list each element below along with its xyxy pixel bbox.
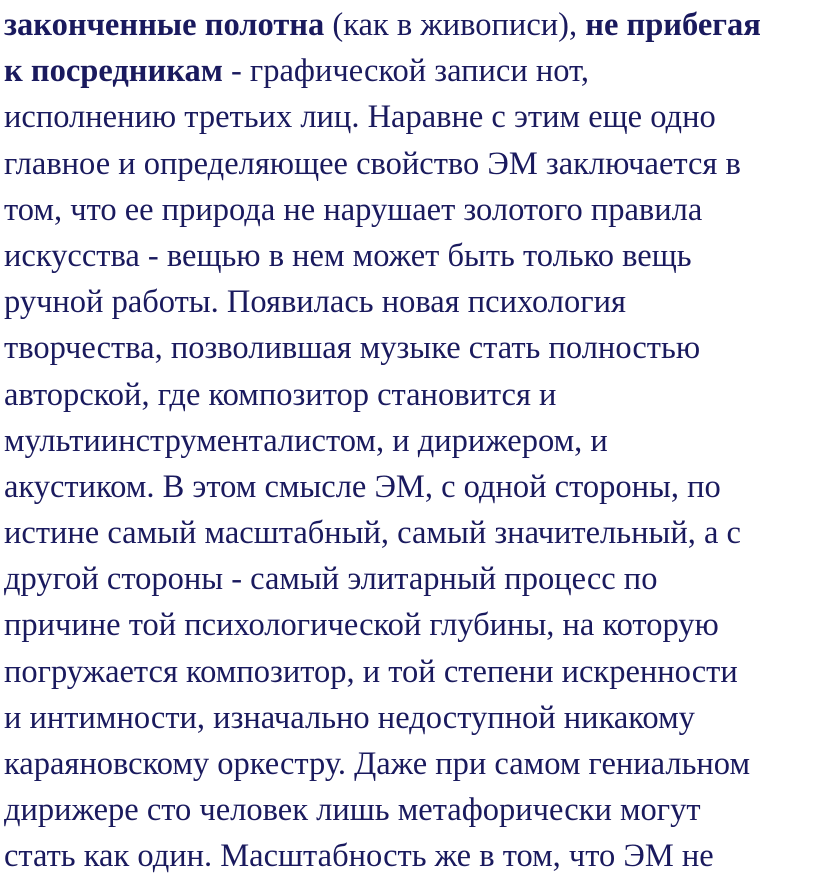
text-segment: авторской, где композитор становится и bbox=[4, 376, 557, 413]
text-segment: - графической записи нот, bbox=[222, 53, 589, 90]
text-segment: (как в живописи), bbox=[324, 7, 586, 43]
text-line bbox=[4, 510, 816, 556]
text-line bbox=[4, 48, 816, 94]
text-line bbox=[4, 94, 816, 140]
text-segment: ручной работы. Появилась новая психология bbox=[4, 284, 626, 321]
text-line bbox=[4, 418, 816, 464]
text-line bbox=[4, 556, 816, 602]
text-segment: дирижере сто человек лишь метафорически могут bbox=[4, 792, 701, 829]
text-segment: и интимности, изначально недоступной никакому bbox=[4, 699, 695, 736]
text-line bbox=[4, 649, 816, 695]
text-line bbox=[4, 141, 816, 187]
text-segment: мультиинструменталистом, и дирижером, и bbox=[4, 422, 608, 459]
text-line bbox=[4, 325, 816, 371]
text-line bbox=[4, 464, 816, 510]
text-line bbox=[4, 695, 816, 741]
document-body bbox=[4, 0, 816, 880]
text-segment: причине той психологической глубины, на которую bbox=[4, 607, 719, 644]
text-line bbox=[4, 372, 816, 418]
bold-text-segment: не прибегая bbox=[585, 7, 761, 43]
text-line bbox=[4, 833, 816, 879]
text-segment: стать как один. Масштабность же в том, что ЭМ не bbox=[4, 838, 714, 875]
text-segment: том, что ее природа не нарушает золотого правила bbox=[4, 191, 703, 228]
text-segment: искусства - вещью в нем может быть только вещь bbox=[4, 237, 692, 274]
text-line bbox=[4, 2, 816, 48]
text-line bbox=[4, 602, 816, 648]
text-segment: исполнению третьих лиц. Наравне с этим еще одно bbox=[4, 99, 716, 136]
text-line bbox=[4, 787, 816, 833]
text-segment: караяновскому оркестру. Даже при самом гениальном bbox=[4, 746, 751, 782]
text-line bbox=[4, 187, 816, 233]
bold-text-segment: к посредникам bbox=[4, 53, 223, 90]
text-segment: другой стороны - самый элитарный процесс по bbox=[4, 561, 658, 598]
text-segment: акустиком. В этом смысле ЭМ, с одной стороны, по bbox=[4, 468, 721, 505]
text-segment: главное и определяющее свойство ЭМ заключается в bbox=[4, 145, 741, 182]
text-segment: погружается композитор, и той степени искренности bbox=[4, 653, 738, 690]
text-segment: истине самый масштабный, самый значительный, а с bbox=[4, 515, 741, 552]
text-line bbox=[4, 741, 816, 787]
bold-text-segment: законченные полотна bbox=[4, 7, 325, 43]
text-line bbox=[4, 279, 816, 325]
text-segment: творчества, позволившая музыке стать полностью bbox=[4, 330, 701, 367]
text-line bbox=[4, 233, 816, 279]
